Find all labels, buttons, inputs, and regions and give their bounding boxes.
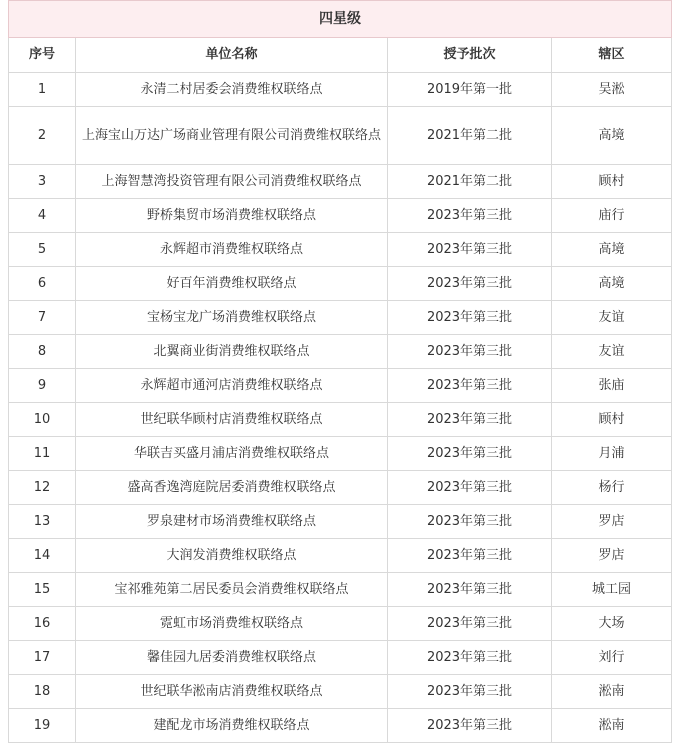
cell-batch: 2023年第三批 (388, 607, 552, 641)
table-row (9, 107, 672, 165)
cell-index: 12 (9, 471, 76, 505)
cell-district: 庙行 (552, 199, 672, 233)
cell-district: 友谊 (552, 301, 672, 335)
cell-unit-name: 华联吉买盛月浦店消费维权联络点 (76, 437, 388, 471)
cell-batch: 2023年第三批 (388, 301, 552, 335)
table-row (9, 267, 672, 301)
cell-batch: 2023年第三批 (388, 437, 552, 471)
cell-index: 7 (9, 301, 76, 335)
cell-district: 淞南 (552, 675, 672, 709)
cell-index: 18 (9, 675, 76, 709)
cell-unit-name: 野桥集贸市场消费维权联络点 (76, 199, 388, 233)
header-row (9, 38, 672, 73)
cell-index: 3 (9, 165, 76, 199)
cell-batch: 2023年第三批 (388, 505, 552, 539)
cell-batch: 2023年第三批 (388, 675, 552, 709)
cell-district: 高境 (552, 107, 672, 165)
cell-unit-name: 北翼商业街消费维权联络点 (76, 335, 388, 369)
cell-district: 张庙 (552, 369, 672, 403)
cell-unit-name: 大润发消费维权联络点 (76, 539, 388, 573)
cell-batch: 2023年第三批 (388, 233, 552, 267)
header-district: 辖区 (552, 38, 672, 73)
cell-district: 罗店 (552, 505, 672, 539)
cell-unit-name: 宝祁雅苑第二居民委员会消费维权联络点 (76, 573, 388, 607)
cell-district: 顾村 (552, 403, 672, 437)
cell-index: 1 (9, 73, 76, 107)
table-row (9, 675, 672, 709)
table-container (8, 0, 671, 743)
cell-district: 刘行 (552, 641, 672, 675)
table-row (9, 199, 672, 233)
table-row (9, 233, 672, 267)
cell-index: 9 (9, 369, 76, 403)
cell-unit-name: 霓虹市场消费维权联络点 (76, 607, 388, 641)
cell-district: 顾村 (552, 165, 672, 199)
cell-index: 13 (9, 505, 76, 539)
cell-index: 6 (9, 267, 76, 301)
cell-index: 4 (9, 199, 76, 233)
header-batch: 授予批次 (388, 38, 552, 73)
cell-index: 16 (9, 607, 76, 641)
table-row (9, 335, 672, 369)
cell-district: 吴淞 (552, 73, 672, 107)
table-title: 四星级 (9, 1, 672, 38)
cell-batch: 2023年第三批 (388, 539, 552, 573)
cell-unit-name: 永清二村居委会消费维权联络点 (76, 73, 388, 107)
cell-batch: 2023年第三批 (388, 709, 552, 743)
cell-batch: 2023年第三批 (388, 573, 552, 607)
table-row (9, 471, 672, 505)
table-row (9, 165, 672, 199)
cell-unit-name: 世纪联华淞南店消费维权联络点 (76, 675, 388, 709)
cell-unit-name: 上海宝山万达广场商业管理有限公司消费维权联络点 (76, 107, 388, 165)
table-row (9, 539, 672, 573)
cell-batch: 2023年第三批 (388, 403, 552, 437)
cell-unit-name: 上海智慧湾投资管理有限公司消费维权联络点 (76, 165, 388, 199)
cell-batch: 2019年第一批 (388, 73, 552, 107)
cell-index: 8 (9, 335, 76, 369)
cell-district: 杨行 (552, 471, 672, 505)
cell-unit-name: 馨佳园九居委消费维权联络点 (76, 641, 388, 675)
cell-batch: 2023年第三批 (388, 267, 552, 301)
cell-unit-name: 宝杨宝龙广场消费维权联络点 (76, 301, 388, 335)
cell-index: 5 (9, 233, 76, 267)
cell-district: 高境 (552, 267, 672, 301)
cell-index: 15 (9, 573, 76, 607)
cell-batch: 2023年第三批 (388, 335, 552, 369)
table-row (9, 403, 672, 437)
cell-index: 2 (9, 107, 76, 165)
table-row (9, 709, 672, 743)
cell-batch: 2023年第三批 (388, 471, 552, 505)
table-row (9, 641, 672, 675)
cell-index: 19 (9, 709, 76, 743)
cell-district: 月浦 (552, 437, 672, 471)
table-row (9, 607, 672, 641)
header-unit-name: 单位名称 (76, 38, 388, 73)
cell-batch: 2023年第三批 (388, 199, 552, 233)
cell-district: 城工园 (552, 573, 672, 607)
cell-batch: 2023年第三批 (388, 641, 552, 675)
table-row (9, 573, 672, 607)
cell-index: 10 (9, 403, 76, 437)
cell-district: 大场 (552, 607, 672, 641)
table-row (9, 73, 672, 107)
table-row (9, 369, 672, 403)
cell-unit-name: 盛高香逸湾庭院居委消费维权联络点 (76, 471, 388, 505)
cell-batch: 2023年第三批 (388, 369, 552, 403)
cell-district: 罗店 (552, 539, 672, 573)
cell-unit-name: 罗泉建材市场消费维权联络点 (76, 505, 388, 539)
four-star-table (8, 0, 672, 743)
cell-unit-name: 永辉超市通河店消费维权联络点 (76, 369, 388, 403)
cell-index: 14 (9, 539, 76, 573)
table-body (9, 73, 672, 743)
table-row (9, 437, 672, 471)
header-index: 序号 (9, 38, 76, 73)
cell-index: 17 (9, 641, 76, 675)
table-row (9, 505, 672, 539)
cell-district: 淞南 (552, 709, 672, 743)
cell-batch: 2021年第二批 (388, 107, 552, 165)
cell-unit-name: 世纪联华顾村店消费维权联络点 (76, 403, 388, 437)
table-row (9, 301, 672, 335)
cell-district: 友谊 (552, 335, 672, 369)
cell-index: 11 (9, 437, 76, 471)
cell-unit-name: 好百年消费维权联络点 (76, 267, 388, 301)
title-row (9, 1, 672, 38)
cell-unit-name: 建配龙市场消费维权联络点 (76, 709, 388, 743)
cell-batch: 2021年第二批 (388, 165, 552, 199)
cell-unit-name: 永辉超市消费维权联络点 (76, 233, 388, 267)
cell-district: 高境 (552, 233, 672, 267)
